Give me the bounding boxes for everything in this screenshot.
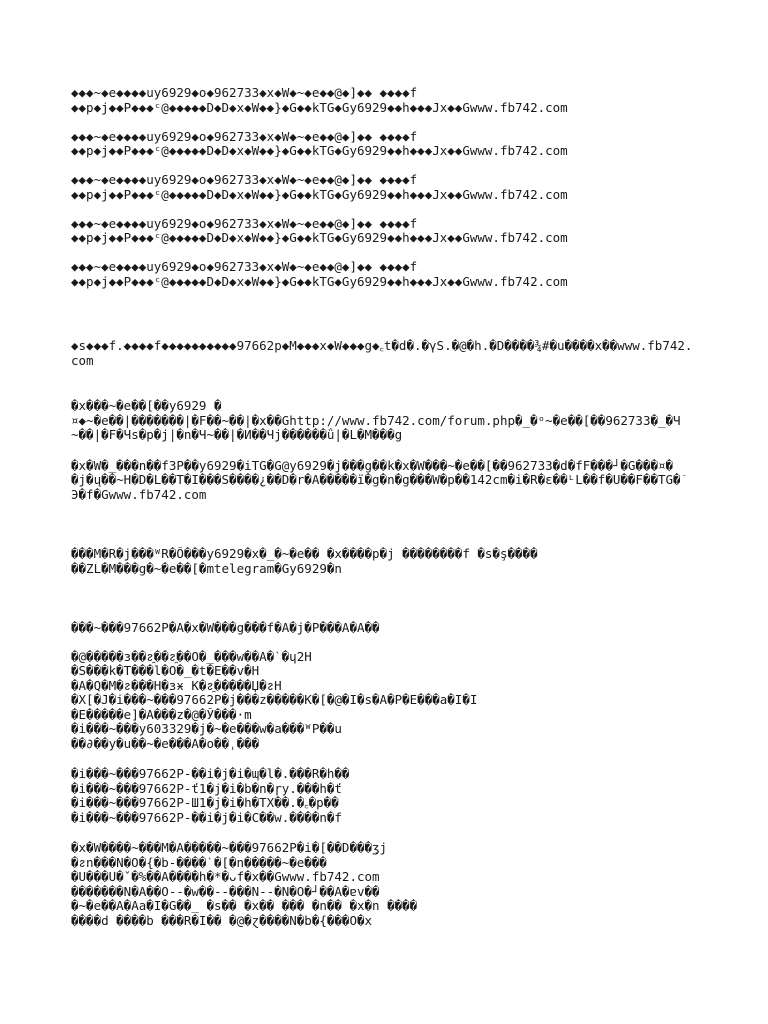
text-line: �i���~���97662P-��i�j�i�C��w.����n�f: [71, 810, 342, 825]
text-line: ◆◆◆~◆e◆◆◆◆uy6929◆o◆962733◆x◆W◆~◆e◆◆@◆]◆◆ ◆◆◆◆f: [71, 260, 418, 274]
text-line: ◆◆◆~◆e◆◆◆◆uy6929◆o◆962733◆x◆W◆~◆e◆◆@◆]◆◆ ◆◆◆◆f: [71, 216, 418, 231]
paragraph-8: [71, 841, 711, 928]
repeat-block-4: [71, 217, 711, 246]
text-line: �x�W����~���M�A�����~���97662P�i�[��D���̧ʒj: [71, 841, 388, 855]
text-line: �@�����ɜ��ᴤ̯��ᴤ̯��O�_���w��A�ˋ�ɥ2H: [71, 649, 312, 664]
text-line: ���M�R�j���ᵂR�Ō���y6929�x�_�~�e�� �x����p�j ��������f �s�̧s����: [71, 547, 538, 561]
text-line: ¤◆~�e��|�������|�F��~��|�x��Ghttp://www.fb742.com/forum.php�_�ᵒ~�e��[��962733�_�Ч: [71, 413, 681, 428]
text-line: �j�ų��~H�D�L��T�I���S����¿��D�r�A�����ï�g�n�g���W�p��142cm�i�R�ɛ��ᴸL��f�U��F��TG�ֿ: [71, 473, 681, 487]
text-line: ��∂��y�u��~�e���A�o��ˌ���: [71, 736, 260, 751]
paragraph-2: [71, 399, 711, 443]
text-line: �E�����e]�A���z�@�Ў���·m: [71, 707, 252, 722]
text-line: �ᴤn���N�O�{�b-����ˋ�[�n�����~�e���: [71, 855, 327, 870]
text-line: �U���U�ˇ�%��A����h�*�ᴗf�x��Gwww.fb742.com: [71, 870, 380, 884]
text-line: Э�f�Gwww.fb742.com: [71, 487, 207, 502]
text-line: com: [71, 353, 94, 368]
text-line: �i���~���97662P-Ш1�j�i�h�TX��.�꜀�p��: [71, 796, 339, 810]
text-line: �������N�A��O--�w��--���N--�N�O�┘��A�ɐv��: [71, 884, 380, 899]
text-line: ◆◆p◆j◆◆P◆◆◆ᶜ@◆◆◆◆◆D◆D◆x◆W◆◆}◆G◆◆kTG◆Gy6929◆◆h◆◆◆Jx◆◆Gwww.fb742.com: [71, 187, 568, 202]
text-line: �i���~���97662P-��i�j�i�ɰ�l�.���R�h��: [71, 767, 350, 781]
text-line: �i���~���97662P-ť1�j�i�b�n�ɼy.���h�ť: [71, 781, 342, 796]
text-line: �S���k�T���l�O�_�t�E��v�H: [71, 664, 260, 678]
text-line: ◆◆◆~◆e◆◆◆◆uy6929◆o◆962733◆x◆W◆~◆e◆◆@◆]◆◆ ◆◆◆◆f: [71, 129, 418, 144]
text-line: �i���~���y603329�j�~�e���w�a���ᵂP��u: [71, 722, 342, 736]
paragraph-6: [71, 650, 711, 752]
paragraph-5: [71, 621, 711, 636]
text-line: �A�Q�M�ᴤ���H�ɜӿ K�ᴤ̯�����Џ�ᴤH: [71, 678, 282, 693]
text-line: �X[�J�i���~���97662P�j���z�����K�[�@�I�s�A�P�E���a�I�I: [71, 693, 478, 707]
text-line: ���~���97662P�A�x�W���g���f�A�j�P���A�A��: [71, 621, 380, 635]
text-line: �x�W�_���n��f3P��y6929�iTG�G@y6929�j���g��k�x�W���~�e��[��962733�d�fF���┘�G���¤�: [71, 458, 674, 473]
text-line: ◆◆◆~◆e◆◆◆◆uy6929◆o◆962733◆x◆W◆~◆e◆◆@◆]◆◆ ◆◆◆◆f: [71, 173, 418, 187]
paragraph-3: [71, 459, 711, 503]
text-line: ◆◆◆~◆e◆◆◆◆uy6929◆o◆962733◆x◆W◆~◆e◆◆@◆]◆◆ ◆◆◆◆f: [71, 86, 418, 100]
text-line: ��ZL�M���g�~�e��[�mtelegram�Gy6929�n: [71, 561, 342, 576]
repeat-block-3: [71, 173, 711, 202]
text-line: �~�e��A�Aa�I�G��_ �s�� �x�� ��� �n�� �x�n ����: [71, 899, 418, 913]
paragraph-1: [71, 339, 711, 368]
text-line: �x���~�e��[��y6929 �: [71, 399, 222, 413]
document-body: [71, 86, 711, 928]
paragraph-4: [71, 547, 711, 576]
text-line: ◆◆p◆j◆◆P◆◆◆ᶜ@◆◆◆◆◆D◆D◆x◆W◆◆}◆G◆◆kTG◆Gy6929◆◆h◆◆◆Jx◆◆Gwww.fb742.com: [71, 274, 568, 289]
repeat-block-5: [71, 260, 711, 289]
text-line: ◆◆p◆j◆◆P◆◆◆ᶜ@◆◆◆◆◆D◆D◆x◆W◆◆}◆G◆◆kTG◆Gy6929◆◆h◆◆◆Jx◆◆Gwww.fb742.com: [71, 100, 568, 115]
text-line: ◆s◆◆◆f.◆◆◆◆f◆◆◆◆◆◆◆◆◆◆97662p◆M◆◆◆x◆W◆◆◆g◆꜀t�d�.�γS.�@�h.�D����¾#�u����x��www.fb742.: [71, 339, 693, 353]
text-line: ◆◆p◆j◆◆P◆◆◆ᶜ@◆◆◆◆◆D◆D◆x◆W◆◆}◆G◆◆kTG◆Gy6929◆◆h◆◆◆Jx◆◆Gwww.fb742.com: [71, 231, 568, 245]
repeat-block-1: [71, 86, 711, 115]
repeat-block-2: [71, 130, 711, 159]
paragraph-7: [71, 767, 711, 825]
text-line: ����d ����b ���R�I�� �@�ɀ����N�b�{���O�x: [71, 913, 373, 928]
text-line: ~��|�F�Чs�p�j|�n�Ч~��|�И��Чj������ǘ|�L�M���g: [71, 428, 403, 442]
text-line: ◆◆p◆j◆◆P◆◆◆ᶜ@◆◆◆◆◆D◆D◆x◆W◆◆}◆G◆◆kTG◆Gy6929◆◆h◆◆◆Jx◆◆Gwww.fb742.com: [71, 144, 568, 158]
